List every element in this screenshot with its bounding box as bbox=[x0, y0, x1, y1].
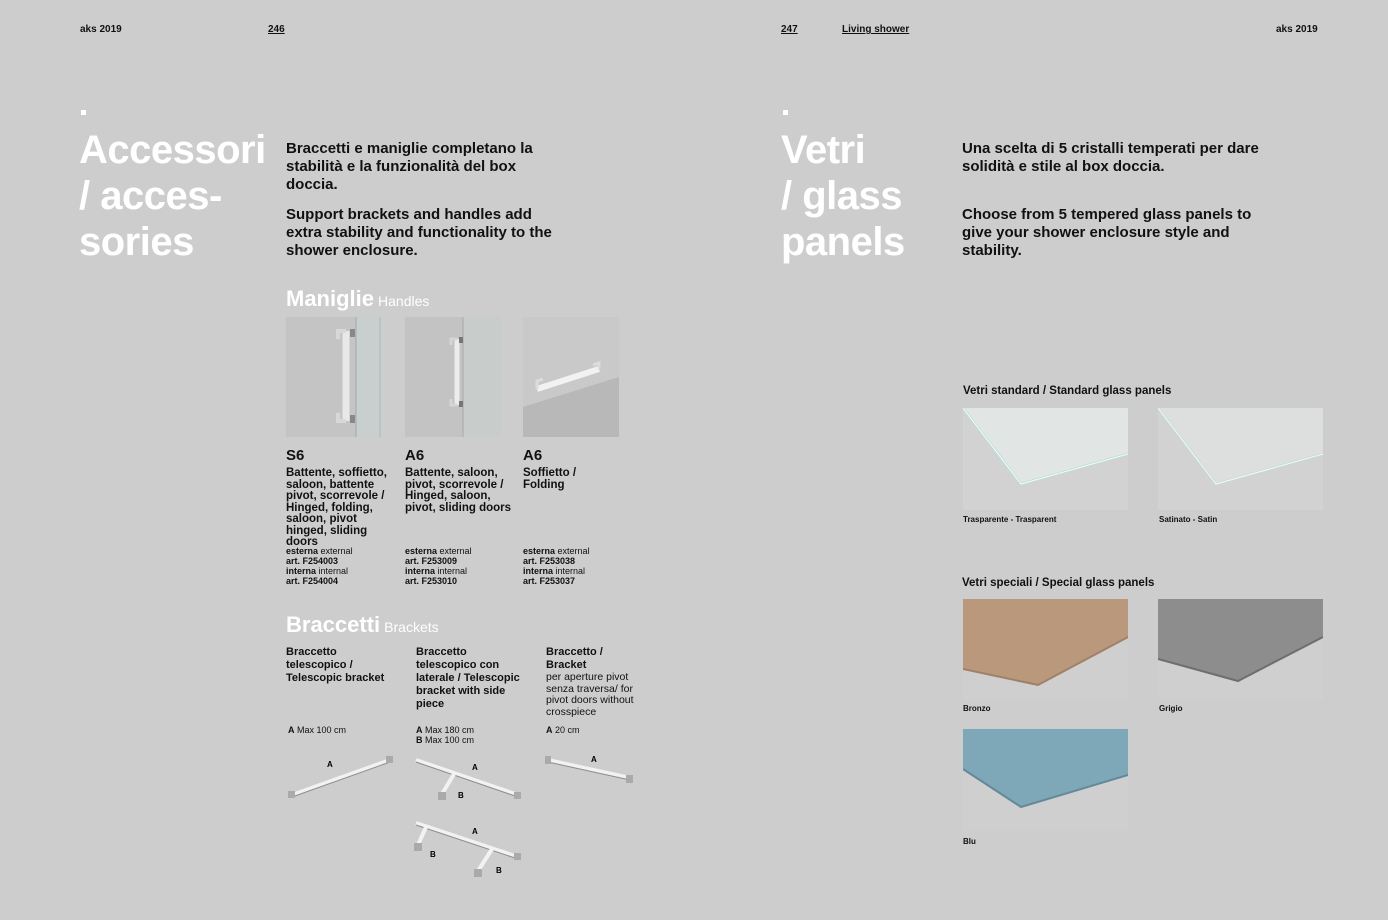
pivot-bracket-drawing bbox=[544, 750, 639, 790]
dim-letter-a: A bbox=[546, 725, 553, 735]
glass-swatch-grey bbox=[1158, 599, 1323, 699]
handle-article-internal bbox=[523, 566, 619, 586]
dim-b-label: B bbox=[458, 791, 464, 800]
brackets-title: Braccetti bbox=[286, 612, 381, 637]
brackets-heading bbox=[286, 612, 439, 638]
external-label: esterna bbox=[286, 546, 319, 556]
dim-b-label: B bbox=[430, 850, 436, 859]
bracket-3-title: Braccetto / Bracket bbox=[546, 646, 603, 671]
internal-article: art. F253010 bbox=[405, 576, 458, 586]
telescopic-bracket-drawing bbox=[284, 750, 399, 805]
external-article: art. F253038 bbox=[523, 556, 576, 566]
right-brand: aks 2019 bbox=[1276, 24, 1318, 35]
transparent-label: Trasparente - Trasparent bbox=[963, 515, 1057, 524]
section-name: Living shower bbox=[842, 24, 910, 35]
dim-letter-a: A bbox=[288, 725, 295, 735]
handle-article-internal bbox=[405, 566, 513, 586]
dim-b-label: B bbox=[496, 866, 502, 875]
handles-heading bbox=[286, 286, 429, 312]
title-dot bbox=[783, 110, 788, 115]
external-label-en: external bbox=[320, 546, 353, 556]
intro-english: Support brackets and handles add extra stability and functionality to the shower enclosure. bbox=[286, 206, 552, 259]
glass-title bbox=[781, 127, 905, 265]
internal-label: interna bbox=[286, 566, 317, 576]
internal-article: art. F253037 bbox=[523, 576, 576, 586]
handle-description: Soffietto / Folding bbox=[523, 467, 577, 491]
handles-subtitle: Handles bbox=[378, 293, 430, 309]
dim-a-value: Max 100 cm bbox=[297, 725, 347, 735]
handle-s6-icon bbox=[286, 317, 382, 437]
glass-swatch-bronze bbox=[963, 599, 1128, 699]
telescopic-double-side-bracket-drawing bbox=[412, 815, 527, 885]
dim-a-label: A bbox=[327, 760, 333, 769]
glass-swatch-blue bbox=[963, 729, 1128, 831]
brackets-subtitle: Brackets bbox=[384, 619, 439, 635]
accessories-title bbox=[79, 127, 266, 265]
bracket-2-dim bbox=[416, 725, 474, 745]
internal-article: art. F254004 bbox=[286, 576, 339, 586]
handle-article-external bbox=[523, 546, 619, 566]
satin-glass-icon bbox=[1158, 408, 1323, 510]
handle-photo-a6-slim bbox=[405, 317, 501, 437]
internal-label-en: internal bbox=[437, 566, 468, 576]
title-line: / glass bbox=[781, 174, 903, 218]
handle-description: Battente, saloon, pivot, scorrevole / Hinged, saloon, pivot, sliding doors bbox=[405, 467, 512, 514]
title-line: / acces- bbox=[79, 174, 222, 218]
special-glass-heading: Vetri speciali / Special glass panels bbox=[962, 577, 1155, 589]
blue-label: Blu bbox=[963, 837, 976, 846]
bracket-1-dim bbox=[288, 725, 346, 735]
bronze-label: Bronzo bbox=[963, 704, 991, 713]
bracket-3-dim bbox=[546, 725, 580, 735]
dim-a-label: A bbox=[591, 755, 597, 764]
dim-a-label: A bbox=[472, 827, 478, 836]
grey-glass-icon bbox=[1158, 599, 1323, 699]
blue-glass-icon bbox=[963, 729, 1128, 831]
bracket-3-note: per aperture pivot senza traversa/ for pivot doors without crosspiece bbox=[546, 671, 634, 718]
title-line: panels bbox=[781, 220, 905, 264]
grey-label: Grigio bbox=[1159, 704, 1183, 713]
handle-photo-a6-folding bbox=[523, 317, 619, 437]
glass-swatch-satin bbox=[1158, 408, 1323, 510]
dim-letter-a: A bbox=[416, 725, 423, 735]
right-page-number: 247 bbox=[781, 24, 798, 35]
left-brand: aks 2019 bbox=[80, 24, 122, 35]
external-label-en: external bbox=[439, 546, 472, 556]
dim-a-label: A bbox=[472, 763, 478, 772]
external-article: art. F253009 bbox=[405, 556, 458, 566]
handle-code: A6 bbox=[405, 447, 425, 464]
handle-item bbox=[405, 447, 513, 586]
glass-intro-italian: Una scelta di 5 cristalli temperati per dare solidità e stile al box doccia. bbox=[962, 140, 1259, 175]
handle-article-external bbox=[405, 546, 513, 566]
title-line: sories bbox=[79, 220, 194, 264]
handle-item bbox=[286, 447, 398, 586]
handle-folding-icon bbox=[523, 317, 619, 437]
bracket-1-title: Braccetto telescopico / Telescopic bracket bbox=[286, 646, 385, 684]
handle-item bbox=[523, 447, 619, 586]
external-label-en: external bbox=[557, 546, 590, 556]
telescopic-side-bracket-drawing bbox=[412, 750, 527, 805]
bracket-2-title: Braccetto telescopico con laterale / Telescopic bracket with side piece bbox=[416, 646, 520, 710]
dim-a-value: Max 180 cm bbox=[425, 725, 475, 735]
dim-b-value: Max 100 cm bbox=[425, 735, 475, 745]
handles-title: Maniglie bbox=[286, 286, 375, 311]
left-page-number: 246 bbox=[268, 24, 285, 35]
glass-intro-english: Choose from 5 tempered glass panels to give your shower enclosure style and stability. bbox=[962, 206, 1252, 259]
handle-article-internal bbox=[286, 566, 398, 586]
handle-article-external bbox=[286, 546, 398, 566]
title-dot bbox=[81, 110, 86, 115]
internal-label-en: internal bbox=[555, 566, 586, 576]
dim-a-value: 20 cm bbox=[555, 725, 580, 735]
handle-photo-s6 bbox=[286, 317, 382, 437]
internal-label: interna bbox=[523, 566, 554, 576]
title-line: Accessori bbox=[79, 128, 266, 172]
handle-code: S6 bbox=[286, 447, 305, 464]
handle-a6-icon bbox=[405, 317, 501, 437]
bronze-glass-icon bbox=[963, 599, 1128, 699]
bracket-3-text bbox=[546, 646, 642, 718]
external-label: esterna bbox=[405, 546, 438, 556]
title-line: Vetri bbox=[781, 128, 866, 172]
internal-label-en: internal bbox=[318, 566, 349, 576]
external-label: esterna bbox=[523, 546, 556, 556]
handle-description: Battente, soffietto, saloon, battente pivot, scorrevole / Hinged, folding, saloon, pivot hinged, sliding doors bbox=[286, 467, 387, 548]
dim-letter-b: B bbox=[416, 735, 423, 745]
transparent-glass-icon bbox=[963, 408, 1128, 510]
handle-code: A6 bbox=[523, 447, 543, 464]
glass-swatch-transparent bbox=[963, 408, 1128, 510]
external-article: art. F254003 bbox=[286, 556, 339, 566]
intro-italian: Braccetti e maniglie completano la stabilità e la funzionalità del box doccia. bbox=[286, 140, 533, 193]
satin-label: Satinato - Satin bbox=[1159, 515, 1218, 524]
standard-glass-heading: Vetri standard / Standard glass panels bbox=[963, 385, 1172, 397]
internal-label: interna bbox=[405, 566, 436, 576]
